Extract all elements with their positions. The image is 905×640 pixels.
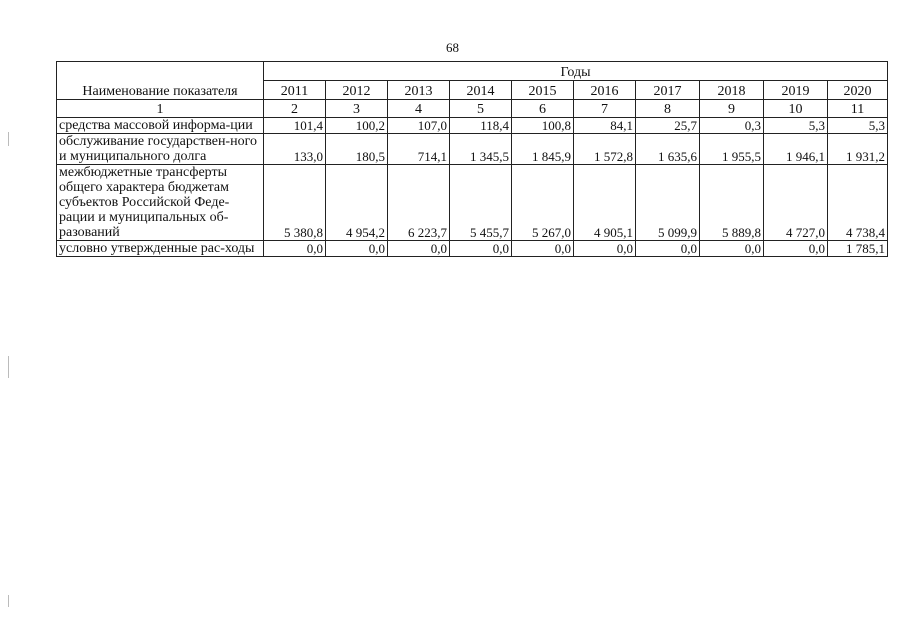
value-cell: 1 345,5 — [450, 134, 512, 165]
value-cell: 0,0 — [700, 241, 764, 257]
years-header: Годы — [264, 62, 888, 81]
year-header: 2011 — [264, 81, 326, 100]
value-cell: 84,1 — [574, 118, 636, 134]
header-row-1 — [57, 62, 888, 81]
value-cell: 4 954,2 — [326, 165, 388, 241]
column-number: 1 — [57, 100, 264, 118]
value-cell: 0,0 — [764, 241, 828, 257]
row-label: средства массовой информа-ции — [57, 118, 264, 134]
value-cell: 1 845,9 — [512, 134, 574, 165]
column-number: 3 — [326, 100, 388, 118]
value-cell: 1 785,1 — [828, 241, 888, 257]
value-cell: 1 635,6 — [636, 134, 700, 165]
value-cell: 5,3 — [764, 118, 828, 134]
value-cell: 133,0 — [264, 134, 326, 165]
value-cell: 0,0 — [326, 241, 388, 257]
value-cell: 5 889,8 — [700, 165, 764, 241]
name-column-header: Наименование показателя — [57, 62, 264, 100]
value-cell: 118,4 — [450, 118, 512, 134]
column-number: 6 — [512, 100, 574, 118]
value-cell: 0,0 — [636, 241, 700, 257]
year-header: 2015 — [512, 81, 574, 100]
value-cell: 714,1 — [388, 134, 450, 165]
value-cell: 4 905,1 — [574, 165, 636, 241]
table-row — [57, 241, 888, 257]
budget-table — [56, 61, 888, 257]
column-number: 9 — [700, 100, 764, 118]
column-number: 5 — [450, 100, 512, 118]
year-header: 2014 — [450, 81, 512, 100]
value-cell: 180,5 — [326, 134, 388, 165]
value-cell: 0,0 — [450, 241, 512, 257]
value-cell: 5 099,9 — [636, 165, 700, 241]
year-header: 2018 — [700, 81, 764, 100]
column-number: 2 — [264, 100, 326, 118]
table-row — [57, 134, 888, 165]
value-cell: 4 727,0 — [764, 165, 828, 241]
year-header: 2019 — [764, 81, 828, 100]
year-header: 2013 — [388, 81, 450, 100]
value-cell: 1 955,5 — [700, 134, 764, 165]
value-cell: 100,2 — [326, 118, 388, 134]
value-cell: 5 267,0 — [512, 165, 574, 241]
value-cell: 25,7 — [636, 118, 700, 134]
value-cell: 1 572,8 — [574, 134, 636, 165]
year-header: 2017 — [636, 81, 700, 100]
column-number: 4 — [388, 100, 450, 118]
value-cell: 101,4 — [264, 118, 326, 134]
table-row — [57, 118, 888, 134]
year-header: 2016 — [574, 81, 636, 100]
value-cell: 0,0 — [264, 241, 326, 257]
year-header: 2012 — [326, 81, 388, 100]
value-cell: 0,3 — [700, 118, 764, 134]
column-number: 8 — [636, 100, 700, 118]
row-label: условно утвержденные рас-ходы — [57, 241, 264, 257]
scan-artifact — [8, 356, 9, 378]
header-row-index — [57, 100, 888, 118]
value-cell: 5 380,8 — [264, 165, 326, 241]
value-cell: 107,0 — [388, 118, 450, 134]
column-number: 10 — [764, 100, 828, 118]
scan-artifact — [8, 595, 9, 607]
table-body — [57, 62, 888, 257]
table-row — [57, 165, 888, 241]
row-label: межбюджетные трансферты общего характера бюджетам субъектов Российской Феде-рации и муниципальных об-разований — [57, 165, 264, 241]
value-cell: 100,8 — [512, 118, 574, 134]
row-label: обслуживание государствен-ного и муниципального долга — [57, 134, 264, 165]
value-cell: 1 946,1 — [764, 134, 828, 165]
column-number: 7 — [574, 100, 636, 118]
scan-artifact — [8, 132, 9, 146]
value-cell: 0,0 — [512, 241, 574, 257]
value-cell: 4 738,4 — [828, 165, 888, 241]
value-cell: 5 455,7 — [450, 165, 512, 241]
value-cell: 1 931,2 — [828, 134, 888, 165]
year-header: 2020 — [828, 81, 888, 100]
value-cell: 6 223,7 — [388, 165, 450, 241]
page-number: 68 — [446, 40, 459, 55]
value-cell: 0,0 — [388, 241, 450, 257]
value-cell: 0,0 — [574, 241, 636, 257]
column-number: 11 — [828, 100, 888, 118]
value-cell: 5,3 — [828, 118, 888, 134]
